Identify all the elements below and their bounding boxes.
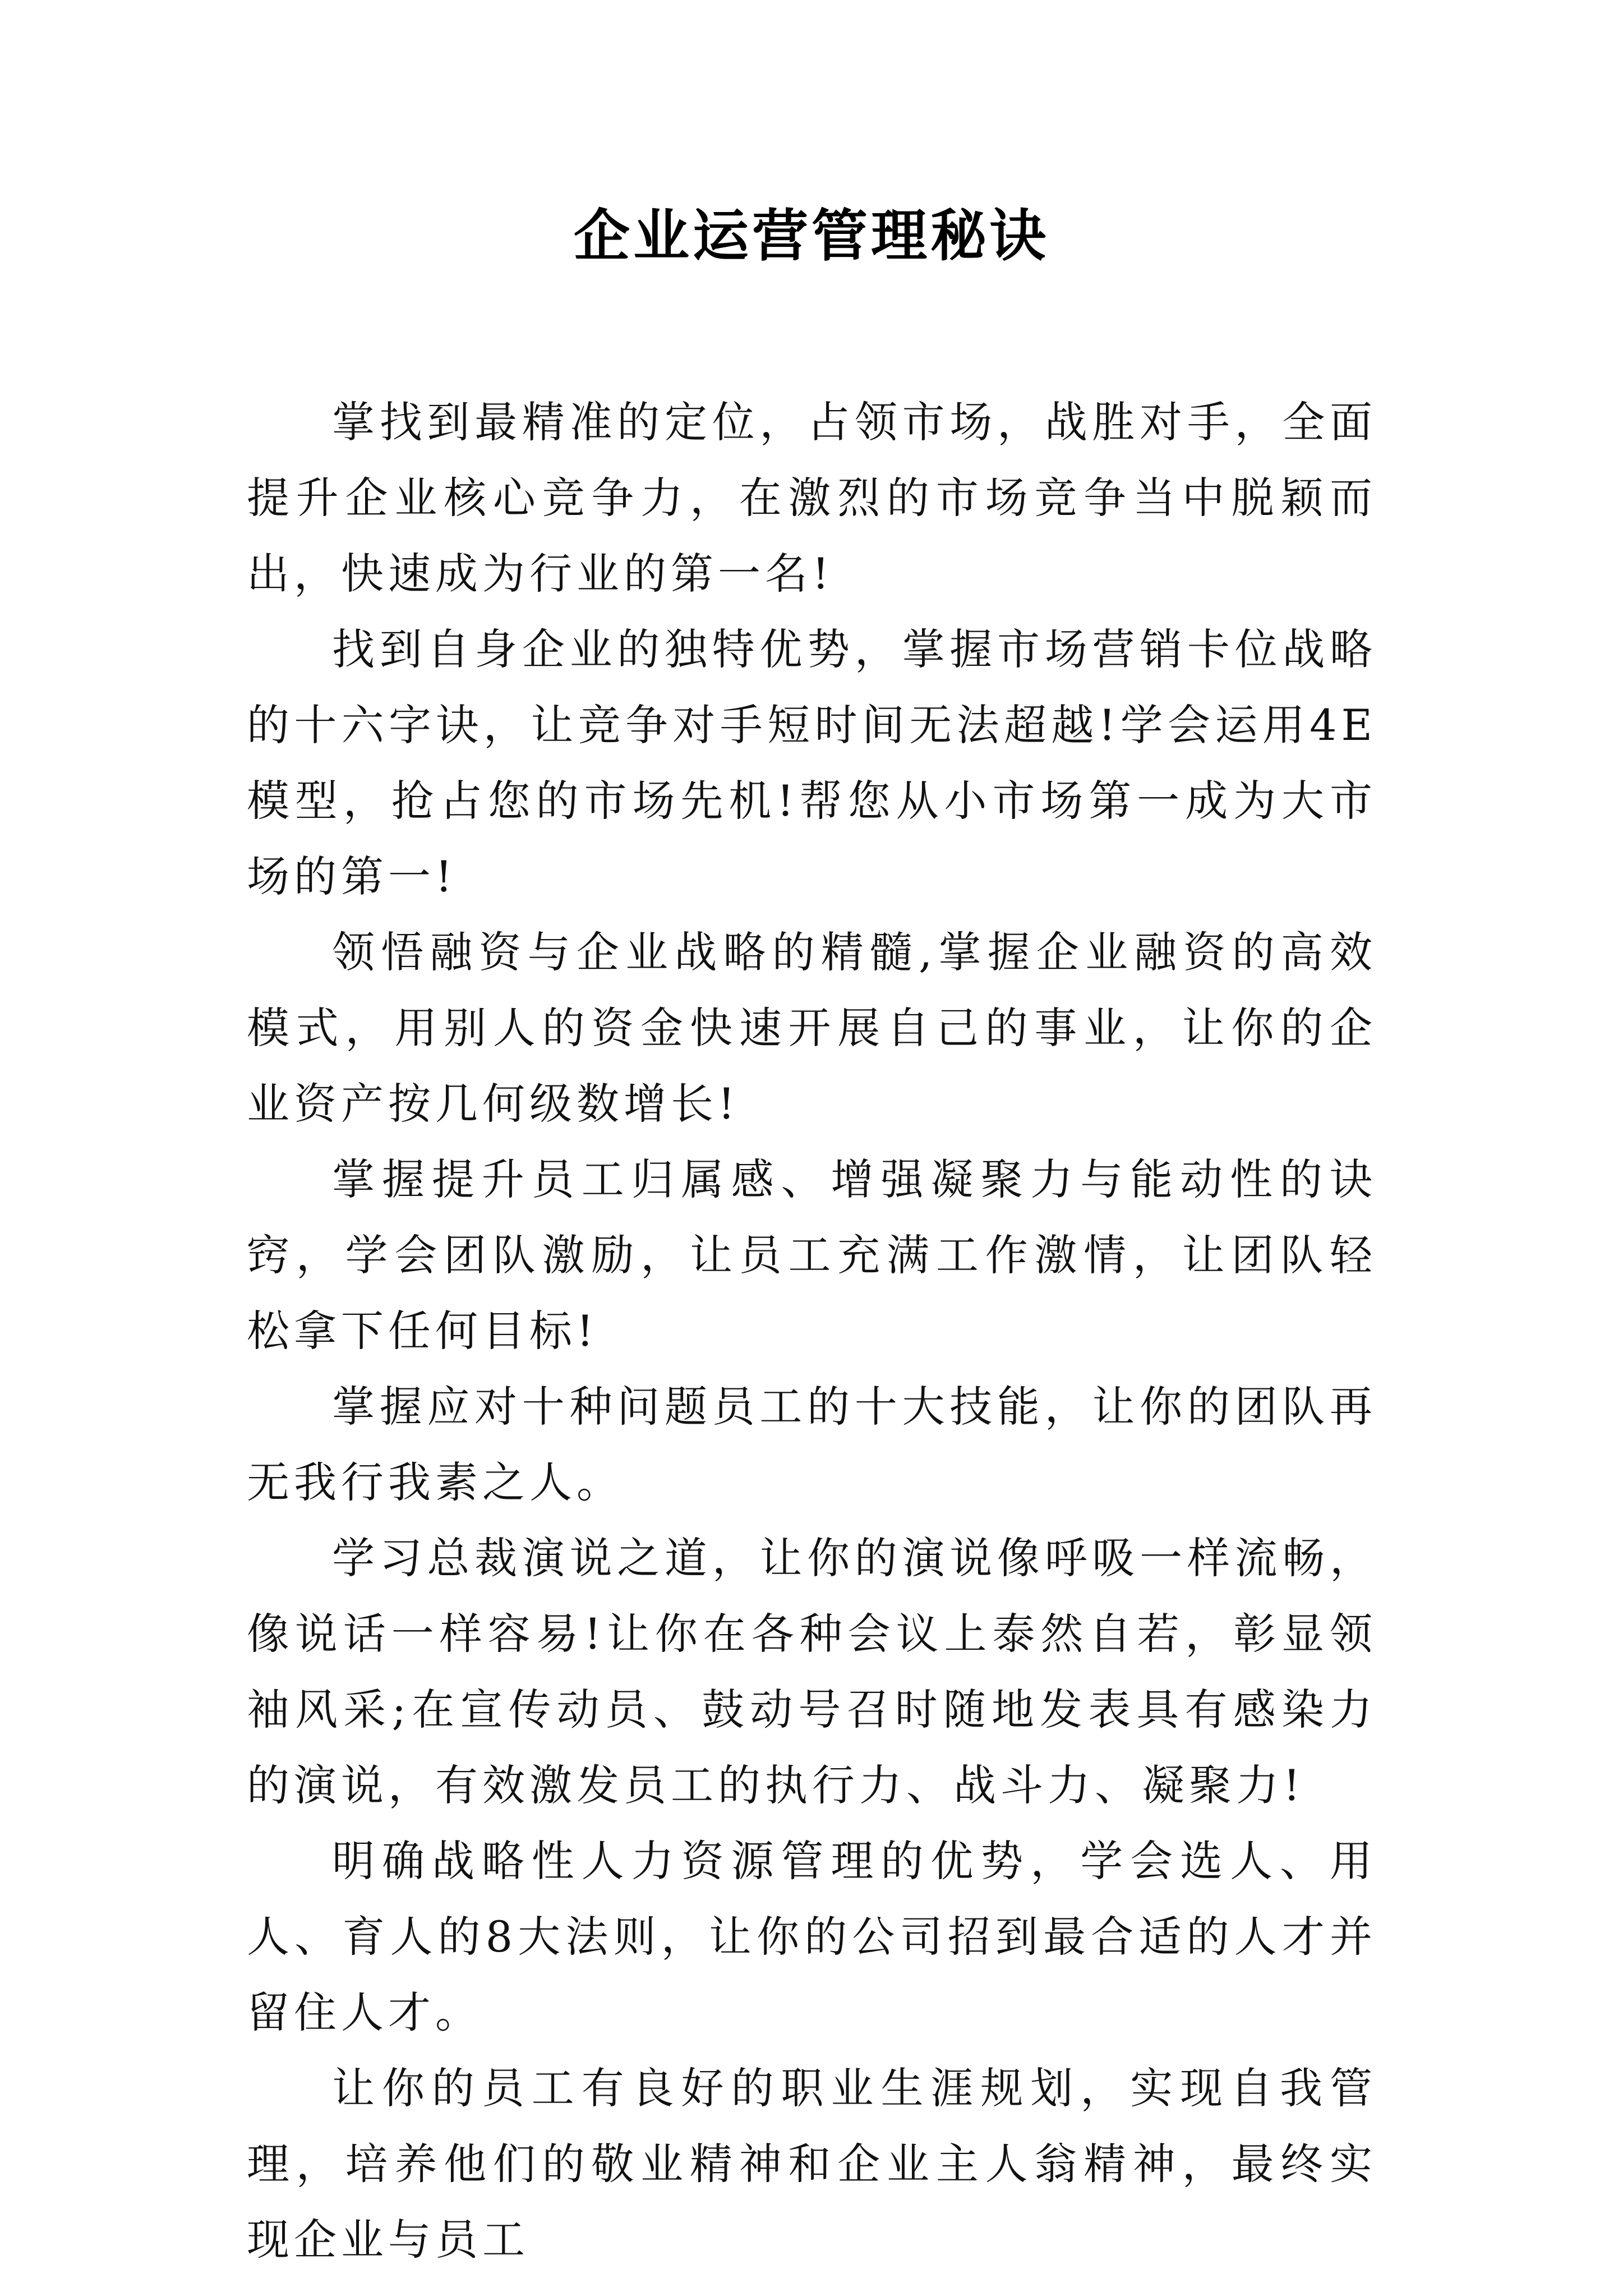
paragraph: 掌握应对十种问题员工的十大技能，让你的团队再无我行我素之人。 bbox=[247, 1382, 1377, 1507]
paragraph: 明确战略性人力资源管理的优势，学会选人、用人、育人的8大法则，让你的公司招到最合适的人才并留住人才。 bbox=[247, 1836, 1377, 2037]
paragraph: 掌找到最精准的定位，占领市场，战胜对手，全面提升企业核心竞争力，在激烈的市场竞争当中脱颖而出，快速成为行业的第一名! bbox=[247, 397, 1377, 599]
paragraph: 让你的员工有良好的职业生涯规划，实现自我管理，培养他们的敬业精神和企业主人翁精神，最终实现企业与员工 bbox=[247, 2063, 1377, 2265]
paragraph: 学习总裁演说之道，让你的演说像呼吸一样流畅，像说话一样容易!让你在各种会议上泰然自若，彰显领袖风采;在宣传动员、鼓动号召时随地发表具有感染力的演说，有效激发员工的执行力、战斗力、凝聚力! bbox=[247, 1533, 1377, 1810]
paragraph: 领悟融资与企业战略的精髓,掌握企业融资的高效模式，用别人的资金快速开展自己的事业，让你的企业资产按几何级数增长! bbox=[247, 927, 1377, 1129]
document-body bbox=[247, 384, 1377, 2277]
paragraph: 掌握提升员工归属感、增强凝聚力与能动性的诀窍，学会团队激励，让员工充满工作激情，让团队轻松拿下任何目标! bbox=[247, 1154, 1377, 1356]
paragraph: 找到自身企业的独特优势，掌握市场营销卡位战略的十六字诀，让竞争对手短时间无法超越!学会运用4E模型，抢占您的市场先机!帮您从小市场第一成为大市场的第一! bbox=[247, 624, 1377, 901]
document-title: 企业运营管理秘诀 bbox=[574, 203, 1049, 269]
